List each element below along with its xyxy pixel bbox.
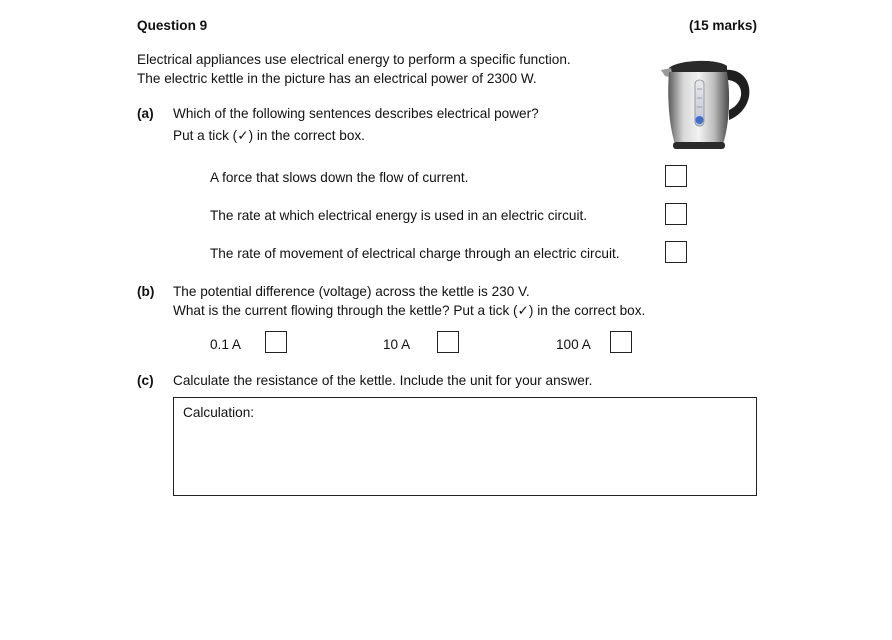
part-b-tickbox-1[interactable] — [265, 331, 287, 353]
part-b-line-1: The potential difference (voltage) across the kettle is 230 V. — [173, 284, 530, 299]
part-a-option-3: The rate of movement of electrical charge through an electric circuit. — [210, 246, 620, 261]
marks-label: (15 marks) — [688, 18, 757, 33]
part-a-instruction: Put a tick (✓) in the correct box. — [173, 128, 365, 143]
part-c-label: (c) — [137, 373, 154, 388]
part-a-question: Which of the following sentences describes electrical power? — [173, 106, 539, 121]
part-a-option-1: A force that slows down the flow of current. — [210, 170, 469, 185]
part-a-label: (a) — [137, 106, 154, 121]
calculation-label: Calculation: — [183, 405, 255, 420]
part-b-label: (b) — [137, 284, 155, 299]
part-b-option-3: 100 A — [556, 337, 591, 352]
calculation-answer-box[interactable] — [173, 397, 757, 496]
intro-line-1: Electrical appliances use electrical energy to perform a specific function. — [137, 52, 571, 67]
part-a-option-2: The rate at which electrical energy is used in an electric circuit. — [210, 208, 588, 223]
part-c-question: Calculate the resistance of the kettle. Include the unit for your answer. — [173, 373, 593, 388]
part-b-line-2: What is the current flowing through the kettle? Put a tick (✓) in the correct box. — [173, 303, 646, 318]
part-b-tickbox-3[interactable] — [610, 331, 632, 353]
intro-line-2: The electric kettle in the picture has an electrical power of 2300 W. — [137, 71, 537, 86]
part-b-option-2: 10 A — [383, 337, 411, 352]
electric-kettle-icon — [657, 56, 757, 152]
part-a-tickbox-2[interactable] — [665, 203, 687, 225]
kettle-image — [657, 56, 757, 152]
part-a-tickbox-1[interactable] — [665, 165, 687, 187]
question-title: Question 9 — [137, 18, 208, 33]
part-a-tickbox-3[interactable] — [665, 241, 687, 263]
part-b-option-1: 0.1 A — [210, 337, 241, 352]
part-b-tickbox-2[interactable] — [437, 331, 459, 353]
